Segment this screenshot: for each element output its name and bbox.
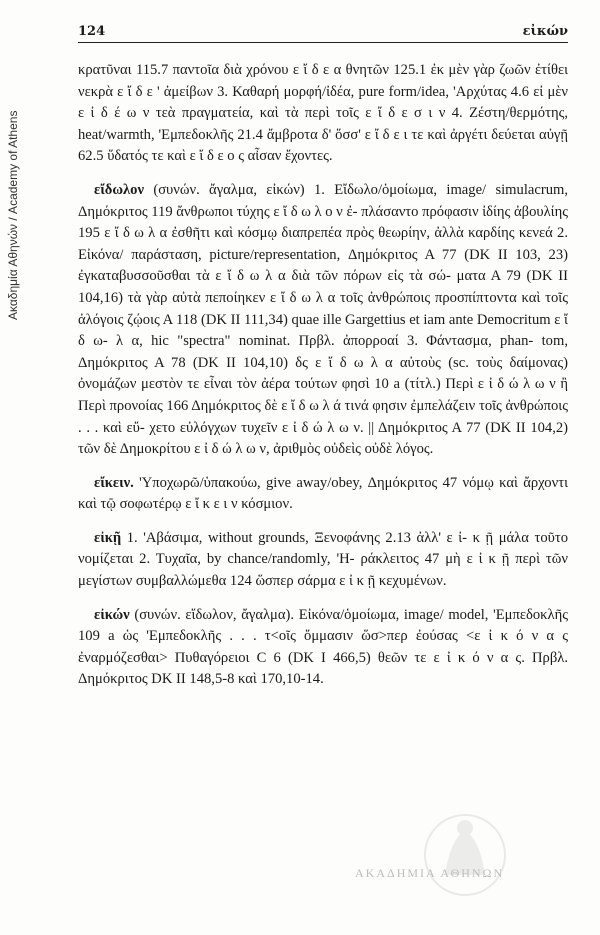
- page-header: [78, 22, 568, 43]
- text-line: χετο εὐλόγχων τυχεῖν ε ἰ δ ώ λ ω ν. || Δημόκριτος Α 77 (DK II: [149, 419, 526, 436]
- text-line: 1. 'Αβάσιμα, without grounds, Ξενοφάνης 2.13 ἀλλ' ε ἰ-: [126, 529, 467, 546]
- continuation-paragraph: [78, 60, 568, 168]
- text-line: ματα Α 79 (DK II 104,16) τὰ γὰρ αὐτὰ πεποίηκεν ε ἴ δ ω λ α: [78, 268, 569, 306]
- text-line: model, 'Εμπεδοκλῆς 109 a ὡς 'Εμπεδοκλῆς . . . τ<οῖς ὄμμασιν: [78, 606, 569, 645]
- text-line: simulacrum, Δημόκριτος 119 ἄνθρωποι τύχης ε ἴ δ ω λ ο ν ἐ-: [78, 181, 568, 220]
- text-line: παράσταση, picture/representation, Δημόκριτος Α 77 (DK II 103,: [131, 246, 541, 263]
- text-line: νόμῳ καὶ ἄρχοντι καὶ τῷ σοφωτέρῳ ε ἴ κ ε ι ν κόσμιον.: [78, 474, 568, 513]
- text-line: πλάσαντο πρόφασιν ἰδίης ἀβουλίης 195 ε ἴ δ ω λ α ἐσθῆτι καὶ: [78, 203, 569, 242]
- side-credit: Ακαδημία Αθηνών / Academy of Athens: [6, 110, 20, 320]
- entry-eikein: [78, 473, 568, 516]
- text-line: 104,2) τῶν δὲ Δημοκρίτου ε ἰ δ ώ λ ω ν, ἀριθμὸς οὐδεὶς οὐδὲ: [78, 419, 569, 458]
- headword: εἰκών: [94, 606, 130, 623]
- text-line: τοῖς ἀνθρώποις προσπίπτοντα καὶ τοῖς ἀλόγοις ζῴοις Α 118 (DK II: [78, 289, 568, 328]
- entry-eike: [78, 528, 568, 593]
- text-line: (συνών. ἄγαλμα, εἰκών) 1. Εἴδωλο/ὁμοίωμα, image/: [153, 181, 487, 198]
- text-line: κ ῇ μάλα τοῦτο νομίζεται 2. Τυχαῖα, by chance/randomly, 'Η-: [78, 529, 569, 568]
- text-line: 111,34) quae ille Gargettius et iam ante Democritum ε ἴ δ ω-: [78, 311, 568, 350]
- text-line: λ α, hic "spectra" nominat. Πρβλ. ἀπορροαί 3. Φάντασμα, phan-: [116, 333, 534, 350]
- entry-eidolon: [78, 180, 568, 461]
- text-line: (DK I 466,5) θεῶν τε ε ἰ κ ό ν α ς. Πρβλ. Δημόκριτος DK II: [78, 649, 568, 688]
- watermark-label: ΑΚΑΔΗΜΙΑ ΑΘΗΝΩΝ: [355, 866, 505, 880]
- text-line: tom, Δημόκριτος Α 78 (DK II 104,10) δς ε ἴ δ ω λ α αὐτοὺς (sc.: [78, 333, 568, 371]
- text-line: 23) ἐγκαταβυσσοῦσθαι τὰ ε ἴ δ ω λ α διὰ τῶν πόρων εἰς τὰ σώ-: [78, 246, 568, 285]
- text-line: 'Υποχωρῶ/ὑπακούω, give away/obey, Δημόκριτος 47: [139, 474, 458, 491]
- headword: εἰκῇ: [94, 529, 122, 546]
- text-line: ὥσπερ σάρμα ε ἰ κ ῇ κεχυμένων.: [255, 573, 447, 590]
- text-line: καὶ τὰ περὶ τοῖς ε ἴ δ ε σ ι ν 4. Ζέστη/θερμότης, heat/warmth,: [78, 105, 568, 143]
- text-line: (συνών. εἴδωλον, ἄγαλμα). Εἰκόνα/ὁμοίωμα, image/: [134, 606, 444, 623]
- running-keyword: εἰκών: [522, 24, 568, 39]
- headword: εἴδωλον: [94, 181, 144, 198]
- text-line: ὥσ>περ ἐούσας <ε ἰ κ ό ν α ς ἐναρμόζεσθαι> Πυθαγόρειοι C 6: [78, 628, 568, 666]
- entry-eikon: [78, 605, 568, 691]
- page-number: 124: [78, 24, 106, 39]
- text-line: δὲ ε ἴ δ ω λ ά τινά φησιν ἐμπελάζειν τοῖς ἀνθρώποις . . . καὶ εὔ-: [78, 397, 568, 436]
- headword: εἴκειν.: [94, 474, 134, 491]
- text-line: pure form/idea, 'Αρχύτας 4.6 εἰ μὲν ε ἰ δ έ ω ν τεὰ πραγματεία,: [78, 83, 568, 122]
- text-line: 148,5-8 καὶ 170,10-14.: [189, 671, 324, 688]
- text-line: κόσμῳ διαπρεπέα πρὸς θεωρίην, ἀλλὰ καρδίης κενεά 2. Εἰκόνα/: [78, 225, 569, 263]
- text-line: ράκλειτος 47 μὴ ε ἰ κ ῇ περὶ τῶν μεγίστων συμβαλλώμεθα 124: [78, 551, 569, 590]
- text-line: κρατῦναι 115.7 παντοῖα διὰ χρόνου ε ἴ δ ε α θνητῶν 125.1 ἐκ: [78, 62, 445, 78]
- text-line: τοὺς δαίμονας) ὀνομάζων μεστὸν τε εἶναι τὸν ἀέρα τούτων φησὶ: [78, 354, 568, 393]
- dictionary-text: [78, 60, 568, 691]
- text-line: 'Εμπεδοκλῆς 21.4 ἄμβροτα δ' ὅσσ' ε ἴ δ ε ι τε καὶ ἀργέτι δεύεται: [158, 126, 536, 143]
- academy-seal-watermark: [330, 800, 600, 920]
- text-line: 10 a (τίτλ.) Περὶ ε ἰ δ ώ λ ω ν ἢ Περὶ προνοίας 166 Δημόκριτος: [78, 376, 568, 414]
- text-line: λόγος.: [395, 441, 434, 458]
- text-line: αὐγῇ 62.5 ὕδατός τε καὶ ε ἴ δ ε ο ς αἶσαν ἔχοντες.: [78, 126, 568, 165]
- text-line: μὲν γὰρ ζωῶν ἐτίθει νεκρὰ ε ἴ δ ε ' ἀμείβων 3. Καθαρή μορφή/ἰδέα,: [78, 62, 568, 100]
